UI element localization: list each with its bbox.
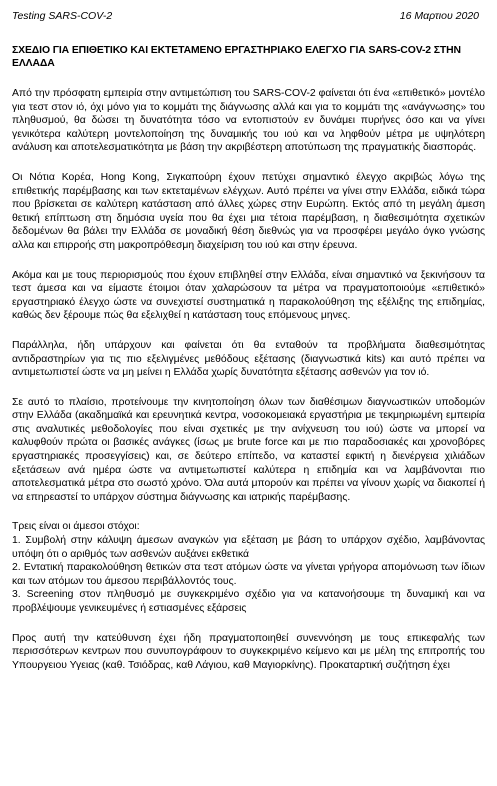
- paragraph-reagents: Παράλληλα, ήδη υπάρχουν και φαίνεται ότι θα ενταθούν τα προβλήματα διαθεσιμότητας αντιδραστηρίων για τις πιο εξελιγμένες μεθόδους εξέτασης (διαγνωστικά kits) και αυτό πρέπει να αντιμετωπιστεί ώστε να μη μείνει η Ελλάδα χωρίς δυνατότητα εξέτασης ασθενών για τον ιό.: [12, 339, 485, 379]
- document-title: ΣΧΕΔΙΟ ΓΙΑ ΕΠΙΘΕΤΙΚΟ ΚΑΙ ΕΚΤΕΤΑΜΕΝΟ ΕΡΓΑΣΤΗΡΙΑΚΟ ΕΛΕΓΧΟ ΓΙΑ SARS-COV-2 ΣΤΗΝ ΕΛΛΑΔΑ: [12, 45, 461, 69]
- goal-item: 1. Συμβολή στην κάλυψη άμεσων αναγκών για εξέταση με βάση το υπάρχον σχέδιο, λαμβάνοντας υπόψη ότι ο αριθμός των ασθενών αυξάνει εκθετικά: [12, 535, 485, 560]
- header-left-text: Testing SARS-COV-2: [12, 10, 113, 22]
- paragraph-intro: Από την πρόσφατη εμπειρία στην αντιμετώπιση του SARS-COV-2 φαίνεται ότι ένα «επιθετικό» μοντέλο για τεστ στον ιό, όχι μόνο για το κομμάτι της διάγνωσης αλλά και για το κομμάτι της «ανάγνωσης» του πληθυσμού, θα δώσει τη δυνατότητα τόσο να εντοπιστούν εν δυνάμει πυρήνες όσο και να γίνει γενικότερα καλύτερη μοντελοποίηση της δυναμικής του ιού και να ληφθούν μέτρα με υψηλότερη ανάλυση και αποτελεσματικότητα με βάση την ακριβέστερη αποτύπωση της πραγματικής διασποράς.: [12, 88, 486, 154]
- paragraph-closing: Προς αυτή την κατεύθυνση έχει ήδη πραγματοποιηθεί συνεννόηση με τους επικεφαλής των περισσότερων κεντρων που συνυπογράφουν το συγκεκριμένο κείμενο και με μέλη της επιτροπής του Υπουργειου Υγειας (καθ. Τσιόδρας, καθ Λάγιου, καθ Μαγιορκίνης). Προκαταρτική συζήτηση έχει: [12, 632, 485, 671]
- paragraph-restrictions: Ακόμα και με τους περιορισμούς που έχουν επιβληθεί στην Ελλάδα, είναι σημαντικό να ξεκινήσουν τα τεστ άμεσα και να είμαστε έτοιμοι όταν χαλαρώσουν τα μέτρα να πραγματοποιούμε «επιθετικό» εργαστηριακό έλεγχο ώστε να συνεχιστεί συστηματικά η παρακολούθηση της εξέλιξης της επιδημίας, καθώς δεν ξέρουμε πώς θα εξελιχθεί η κατάσταση τους επόμενους μηνες.: [12, 269, 485, 322]
- header-date: 16 Μαρτιου 2020: [399, 10, 479, 22]
- goals-intro: Τρεις είναι οι άμεσοι στόχοι:: [12, 521, 140, 533]
- page-header: [12, 10, 485, 23]
- goal-item: 3. Screening στον πληθυσμό με συγκεκριμένο σχέδιο για να κατανοήσουμε τη δυναμική και να προβλέψουμε γενικευμένες ή εστιασμένες εξάρσεις: [12, 589, 485, 614]
- paragraph-proposal: Σε αυτό το πλαίσιο, προτείνουμε την κινητοποίηση όλων των διαθέσιμων διαγνωστικών υποδομών στην Ελλάδα (ακαδημαϊκά και ερευνητικά κεντρα, νοσοκομειακά εργαστήρια με τεκμηριωμένη εμπειρία στις αναλυτικές μεθοδολογίες που είναι σχετικές με την ανίχνευση του ιού) ώστε να μπορεί να καλυφθούν πρώτα οι βασικές ανάγκες (ίσως με brute force και με πιο παραδοσιακές και χρονοβόρες εργαστηριακές προσεγγίσεις) και, σε δεύτερο επίπεδο, να καταστεί εφικτή η διενέργεια χιλιάδων εξετάσεων ανά ημέρα ώστε να αντιμετωπιστεί καλύτερα η επιδημία και να λαμβάνονται πιο αποτελεσματικά μέτρα στο σωστό χρόνο. Όλα αυτά μπορούν και πρέπει να γίνουν χωρίς να διακοπεί ή να επηρεαστεί το υπάρχον σύστημα διάγνωσης και ιατρικής παρέμβασης.: [12, 396, 485, 503]
- goal-item: 2. Εντατική παρακολούθηση θετικών στα τεστ ατόμων ώστε να γίνεται γρήγορα απομόνωση των ίδιων και των ατόμων του άμεσου περιβάλλοντός τους.: [12, 562, 485, 587]
- paragraph-countries: Οι Νότια Κορέα, Hong Kong, Σιγκαπούρη έχουν πετύχει σημαντικό έλεγχο ακριβώς λόγω της επιθετικής παρέμβασης και των εκτεταμένων ελέγχων. Αυτό πρέπει να γίνει στην Ελλάδα, ειδικά τώρα που βρίσκεται σε καλύτερη κατάσταση από άλλες χώρες στην Ευρώπη. Εκτός από τη μεγάλη άμεση θετική επίπτωση στη δημόσια υγεία που θα έχει μια τέτοια παρέμβαση, η διαθεσιμότητα σχετικών δεδομένων θα βάλει την Ελλάδα σε μοναδική θέση διεθνώς για να προσφέρει μεγάλο όγκο γνώσης αλλα και επιρροής στη μακροπρόθεσμη διαχείριση του ιού και στην έρευνα.: [12, 171, 485, 251]
- goals-list: [12, 534, 485, 616]
